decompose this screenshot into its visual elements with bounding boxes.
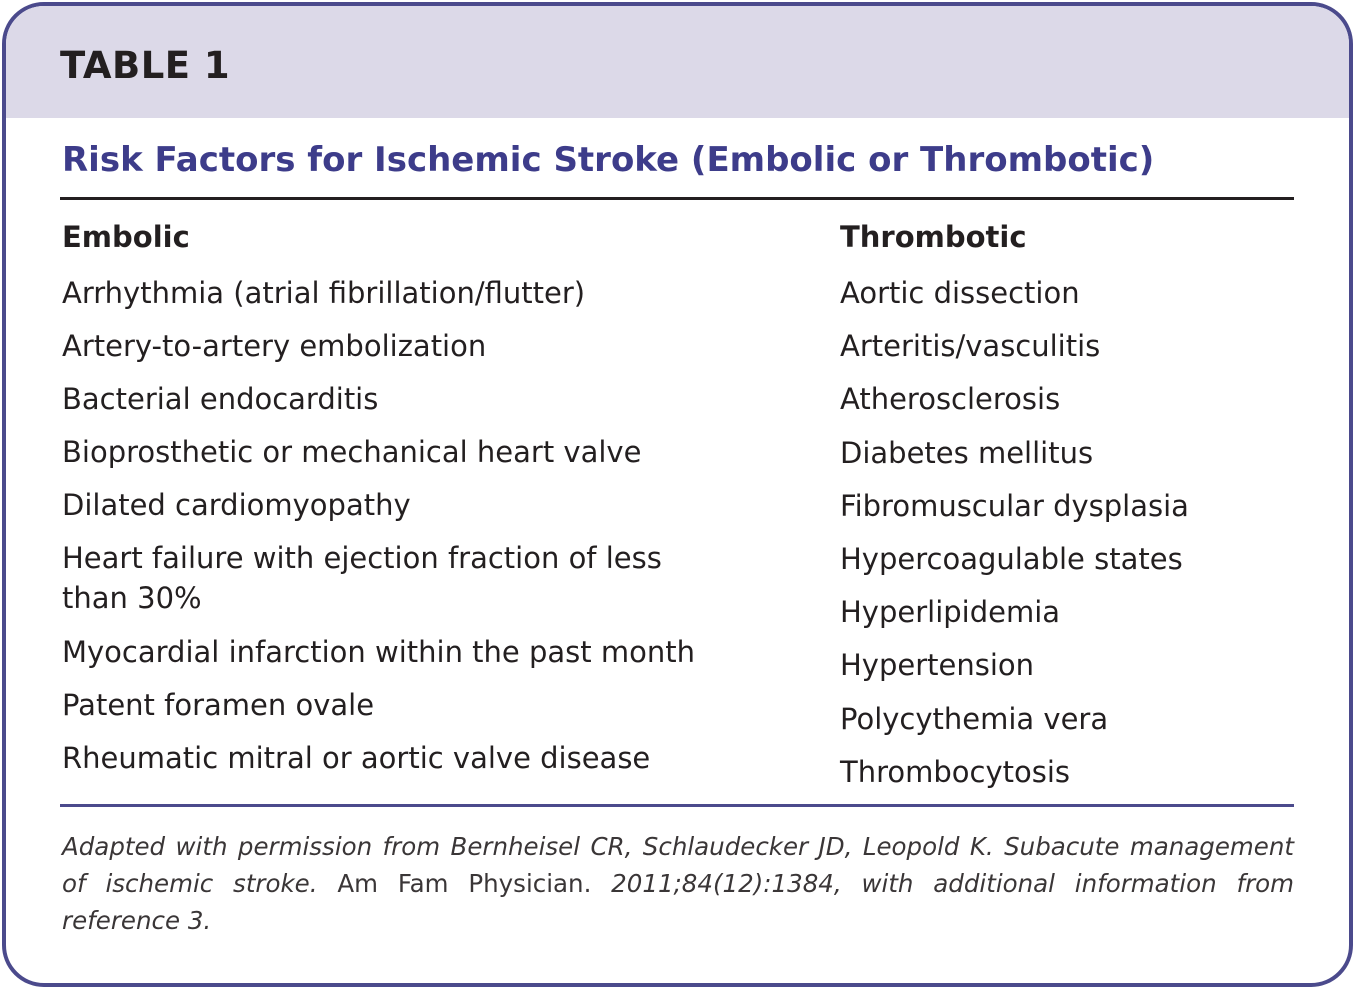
table-label: TABLE 1 [60,44,231,87]
list-item: Hypertension [840,648,1035,683]
list-item: Bacterial endocarditis [62,382,379,416]
list-item: Arteritis/vasculitis [840,329,1101,364]
table-title: Risk Factors for Ischemic Stroke (Embolic or Thrombotic) [62,140,1155,180]
footnote-source: Adapted with permission from Bernheisel CR, Schlaudecker JD, Leopold K. Subacute management of ischemic stroke. [62,832,1294,898]
list-item: Aortic dissection [840,276,1080,310]
table-footnote [62,828,1294,939]
thrombotic-column [840,220,1280,805]
footnote-citation: 2011;84(12):1384, with additional information from reference 3. [62,869,1294,935]
list-item: Heart failure with ejection fraction of less than 30% [62,541,662,615]
list-item: Bioprosthetic or mechanical heart valve [62,435,642,469]
list-item: Rheumatic mitral or aortic valve disease [62,741,651,775]
footnote-divider [60,804,1294,807]
list-item: Hypercoagulable states [840,541,1183,576]
list-item: Thrombocytosis [840,754,1071,789]
list-item: Polycythemia vera [840,701,1109,736]
list-item: Hyperlipidemia [840,595,1061,630]
footnote-journal: Am Fam Physician. [337,869,592,898]
column-header-embolic: Embolic [62,220,190,254]
list-item: Fibromuscular dysplasia [840,488,1189,523]
list-item: Myocardial infarction within the past month [62,635,695,669]
table-frame [2,2,1353,987]
list-item: Patent foramen ovale [62,688,375,722]
title-divider [60,197,1294,200]
column-header-thrombotic: Thrombotic [840,220,1027,254]
list-item: Arrhythmia (atrial fibrillation/flutter) [62,276,586,310]
embolic-column [62,220,762,791]
table-header-band [6,6,1349,118]
list-item: Diabetes mellitus [840,435,1094,470]
list-item: Artery-to-artery embolization [62,329,487,363]
list-item: Atherosclerosis [840,382,1061,417]
list-item: Dilated cardiomyopathy [62,488,411,522]
